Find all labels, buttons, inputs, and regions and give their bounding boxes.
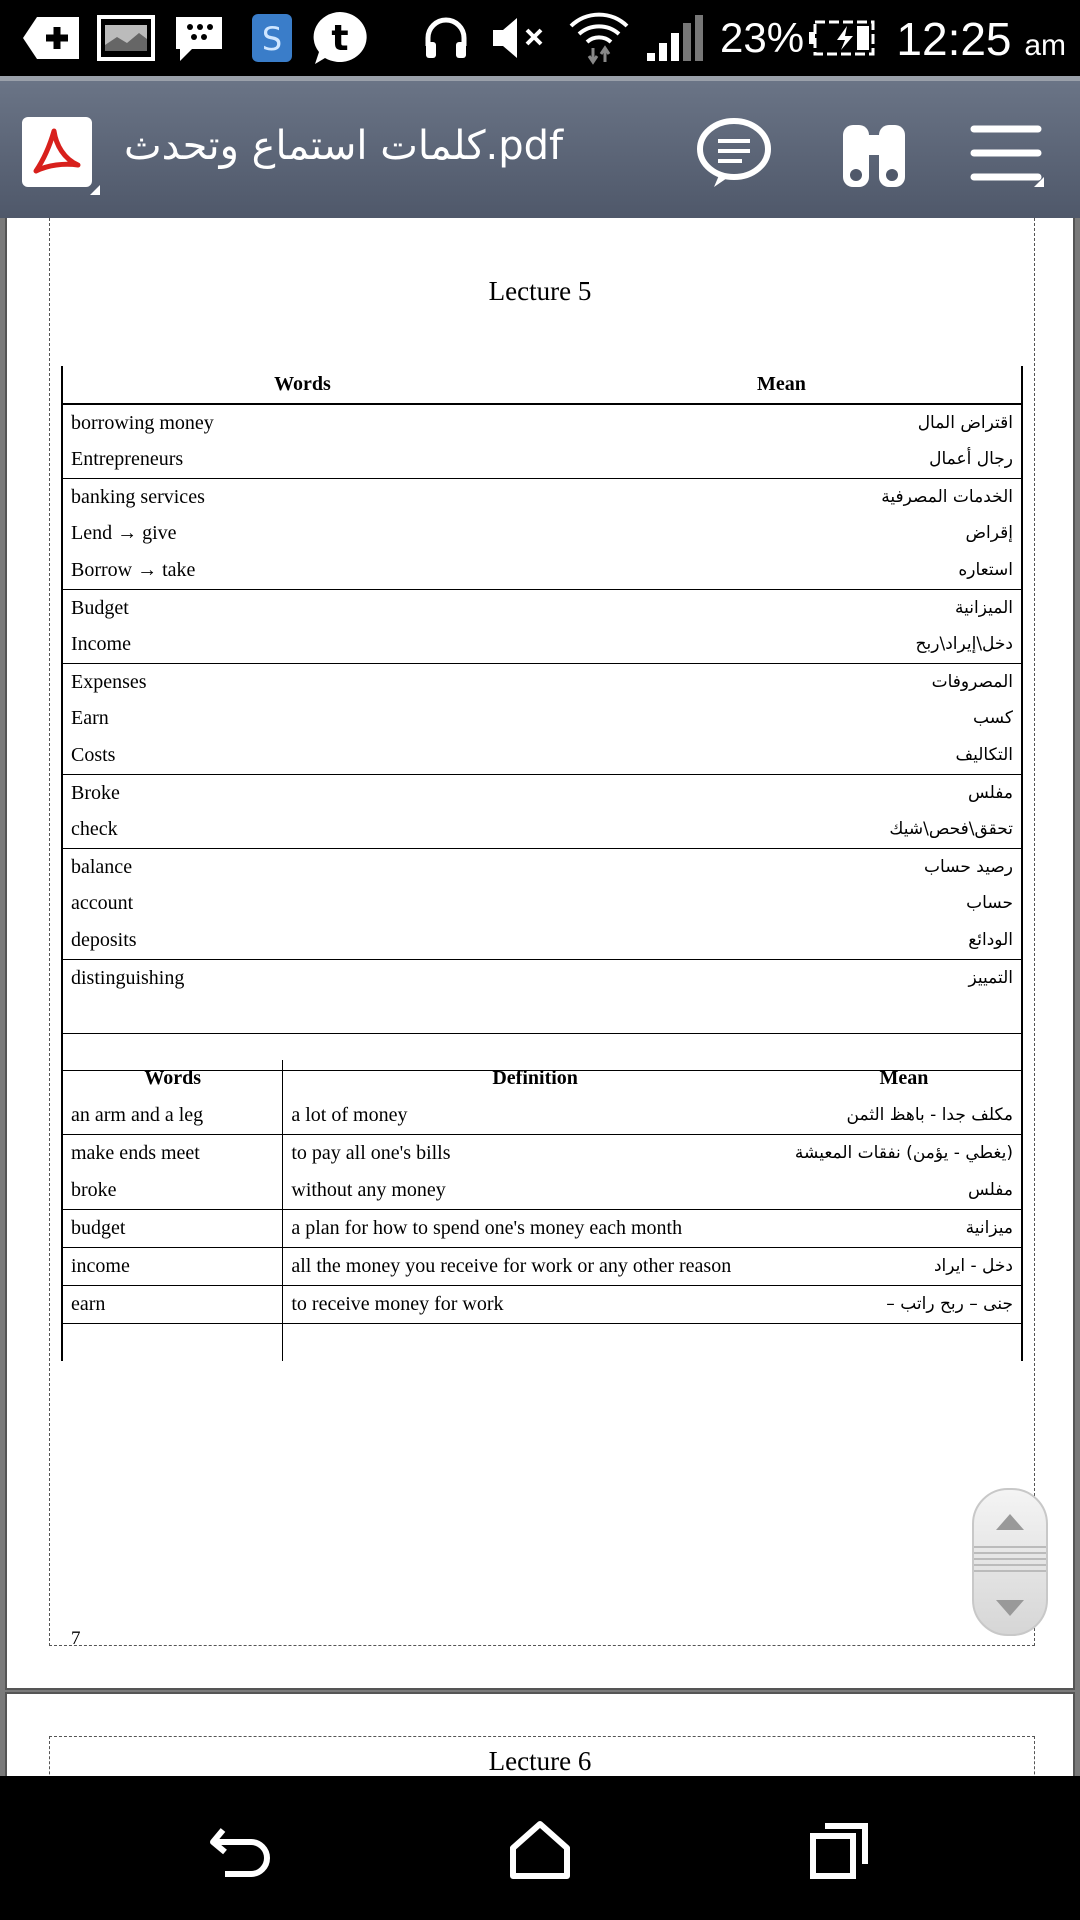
document-title: كلمات استماع وتحدث.pdf <box>124 123 564 169</box>
table-cell-empty <box>542 996 1022 1033</box>
table-cell-mean: التكاليف <box>955 744 1013 765</box>
table-cell-mean: التمييز <box>542 959 1022 996</box>
back-icon[interactable] <box>200 1810 280 1890</box>
table-cell-definition: all the money you receive for work or any other reason <box>283 1248 787 1286</box>
words-header: Words <box>62 366 542 404</box>
table-cell-word: budget <box>62 1210 283 1248</box>
sim-icon <box>244 10 300 66</box>
table-cell-empty <box>283 1324 787 1362</box>
table-cell-word: deposits <box>71 928 137 951</box>
table-cell-word: broke <box>62 1172 283 1210</box>
table-cell-word: Borrow → take <box>71 558 196 581</box>
recents-icon[interactable] <box>800 1810 880 1890</box>
tumblr-icon <box>308 10 372 66</box>
binoculars-icon[interactable] <box>832 111 916 195</box>
headphones-icon <box>418 10 474 66</box>
battery-percent: 23% <box>720 14 805 61</box>
table-cell-word: Budget <box>62 589 542 626</box>
table-cell-definition: to pay all one's bills <box>283 1135 787 1173</box>
table-cell-word: Lend → give <box>71 522 177 545</box>
status-bar <box>0 0 1080 76</box>
words-header: Words <box>62 1060 283 1097</box>
table-cell-definition: without any money <box>291 1179 446 1201</box>
comment-icon[interactable] <box>692 111 776 195</box>
table-cell-word: account <box>71 892 134 915</box>
table-cell-word: Expenses <box>62 663 542 700</box>
wifi-icon <box>566 10 632 66</box>
table-cell-mean: جنى – ربح راتب – <box>787 1286 1022 1324</box>
home-icon[interactable] <box>500 1810 580 1890</box>
table-cell-mean: مكلف جدا - باهظ الثمن <box>846 1105 1013 1125</box>
navigation-bar <box>0 1776 1080 1920</box>
table-cell-mean: دخل\إيراد\ربح <box>915 634 1013 655</box>
definition-header: Definition <box>492 1067 578 1089</box>
table-cell-mean: رصيد حساب <box>542 848 1022 885</box>
definitions-table <box>61 1060 1023 1361</box>
table-cell-definition: to receive money for work <box>283 1286 787 1324</box>
table-cell-mean: إقراض <box>965 523 1013 544</box>
table-cell-word: borrowing money <box>71 411 214 434</box>
vocabulary-table <box>61 366 1023 1071</box>
table-cell-word: an arm and a leg <box>62 1097 283 1135</box>
table-cell-empty <box>62 1324 283 1362</box>
document-viewport[interactable] <box>0 218 1080 1776</box>
add-icon <box>16 10 86 66</box>
pdf-logo-icon[interactable] <box>22 117 92 187</box>
table-cell-mean: الخدمات المصرفية <box>542 478 1022 515</box>
table-cell-mean: رجال أعمال <box>929 449 1013 470</box>
pdf-page <box>5 218 1075 1690</box>
table-cell-word: distinguishing <box>62 959 542 996</box>
table-cell-word: earn <box>62 1286 283 1324</box>
svg-text:S: S <box>261 20 283 58</box>
table-cell-word: Entrepreneurs <box>71 448 184 471</box>
table-cell-empty <box>787 1324 1022 1362</box>
scroll-grip[interactable] <box>974 1546 1046 1576</box>
table-cell-word: balance <box>62 848 542 885</box>
table-cell-word: make ends meet <box>62 1135 283 1173</box>
table-cell-mean: الودائع <box>968 929 1013 950</box>
table-cell-word: Costs <box>71 743 116 766</box>
scroll-down-icon[interactable] <box>990 1596 1030 1625</box>
mean-header: Mean <box>542 366 1022 404</box>
table-cell-mean: اقتراض المال <box>917 412 1013 433</box>
table-cell-word: banking services <box>62 478 542 515</box>
table-cell-mean: مفلس <box>542 774 1022 811</box>
photo-icon <box>96 10 156 66</box>
table-cell-mean: المصروفات <box>542 663 1022 700</box>
menu-icon[interactable] <box>966 111 1050 195</box>
page-number: 7 <box>71 1628 81 1649</box>
table-cell-word: Earn <box>71 707 109 730</box>
table-cell-mean: دخل - ايراد <box>787 1248 1022 1286</box>
app-menu-caret <box>90 185 100 195</box>
table-cell-definition: a lot of money <box>291 1104 408 1126</box>
table-cell-mean: استعاره <box>958 559 1013 580</box>
bbm-icon <box>170 10 228 66</box>
table-cell-word: income <box>62 1248 283 1286</box>
table-cell-word: check <box>71 818 118 841</box>
table-cell-mean: حساب <box>966 893 1013 914</box>
table-cell-mean: مفلس <box>967 1180 1013 1200</box>
table-cell-mean: كسب <box>973 708 1013 729</box>
table-cell-empty <box>62 996 542 1033</box>
mean-header: Mean <box>879 1067 929 1089</box>
signal-icon <box>642 10 706 66</box>
pdf-page-next <box>5 1692 1075 1776</box>
table-cell-mean: (يغطي - يؤمن) نفقات المعيشة <box>787 1135 1022 1173</box>
clock: 12:25 am <box>896 13 1066 65</box>
svg-text:t: t <box>331 18 349 59</box>
table-cell-mean: تحقق\فحص\شيك <box>889 819 1013 840</box>
app-bar <box>0 76 1080 218</box>
table-cell-definition: a plan for how to spend one's money each month <box>283 1210 787 1248</box>
mute-icon <box>488 10 550 66</box>
lecture-title: Lecture 5 <box>488 276 592 306</box>
page-scroll-control[interactable] <box>972 1488 1048 1636</box>
table-cell-mean: الميزانية <box>542 589 1022 626</box>
lecture-title-next: Lecture 6 <box>488 1746 592 1776</box>
table-cell-word: Broke <box>62 774 542 811</box>
table-cell-word: Income <box>71 633 131 656</box>
table-cell-mean: ميزانية <box>787 1210 1022 1248</box>
battery-charging-icon <box>808 10 880 66</box>
scroll-up-icon[interactable] <box>990 1510 1030 1539</box>
